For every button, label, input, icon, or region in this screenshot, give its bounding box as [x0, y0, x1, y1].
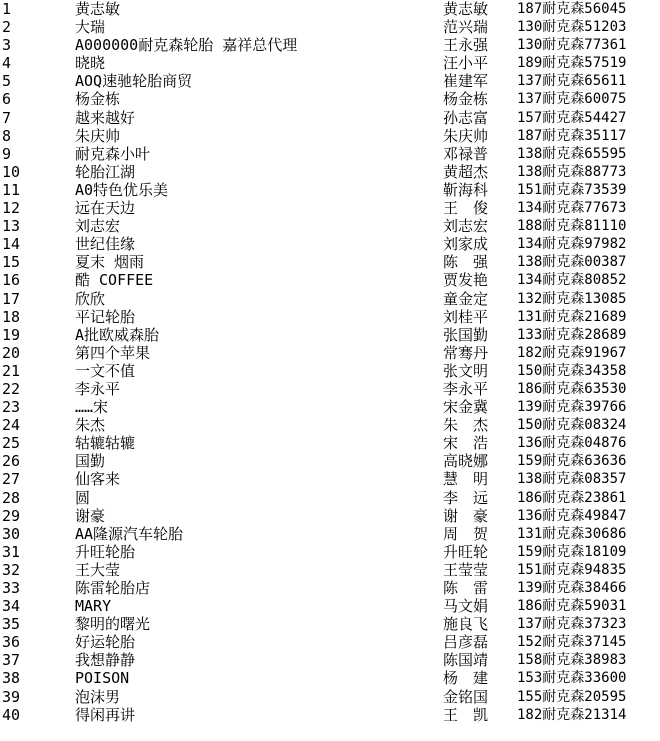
- row-number: 27: [2, 470, 21, 489]
- row-phone: 182耐克森21314: [517, 706, 627, 723]
- row-real-name: 黄超杰: [443, 162, 489, 181]
- row-real-name: 汪小平: [443, 54, 489, 73]
- row-nickname: ……宋: [75, 398, 109, 417]
- row-real-name: 张文明: [443, 361, 489, 380]
- row-number: 40: [2, 705, 21, 724]
- row-number: 31: [2, 542, 21, 561]
- row-real-name: 陈 强: [443, 253, 489, 272]
- row-real-name: 孙志富: [443, 108, 489, 127]
- list-item: [0, 109, 660, 127]
- list-item: [0, 561, 660, 579]
- row-real-name: 慧 明: [443, 470, 489, 489]
- row-number: 5: [2, 72, 12, 91]
- list-item: [0, 36, 660, 54]
- row-nickname: 得闲再讲: [75, 705, 136, 724]
- list-item: [0, 489, 660, 507]
- row-nickname: 越来越好: [75, 108, 136, 127]
- row-number: 10: [2, 162, 21, 181]
- row-phone: 187耐克森56045: [517, 1, 627, 17]
- row-nickname: 朱庆帅: [75, 126, 121, 145]
- row-number: 33: [2, 579, 21, 597]
- row-nickname: 刘志宏: [75, 217, 121, 236]
- row-nickname: A0特色优乐美: [75, 180, 169, 199]
- list-item: [0, 416, 660, 434]
- list-item: [0, 669, 660, 687]
- row-real-name: 崔建军: [443, 72, 489, 91]
- list-item: [0, 651, 660, 669]
- row-phone: 138耐克森00387: [517, 254, 627, 271]
- list-item: [0, 54, 660, 72]
- row-phone: 153耐克森33600: [517, 670, 627, 687]
- row-real-name: 陈国靖: [443, 651, 489, 670]
- row-number: 35: [2, 615, 21, 634]
- row-phone: 186耐克森59031: [517, 598, 627, 615]
- row-nickname: 第四个苹果: [75, 343, 151, 362]
- list-item: [0, 127, 660, 145]
- row-nickname: 轮胎江湖: [75, 162, 136, 181]
- row-nickname: 黎明的曙光: [75, 615, 151, 634]
- row-phone: 137耐克森60075: [517, 91, 627, 108]
- row-phone: 131耐克森21689: [517, 308, 627, 325]
- list-item: [0, 452, 660, 470]
- list-item: [0, 688, 660, 706]
- row-nickname: 国勤: [75, 452, 106, 471]
- row-nickname: 大瑞: [75, 18, 106, 37]
- row-number: 23: [2, 398, 21, 417]
- list-item: [0, 579, 660, 597]
- row-phone: 150耐克森34358: [517, 362, 627, 379]
- row-number: 8: [2, 126, 12, 145]
- row-nickname: 耐克森小叶: [75, 144, 151, 163]
- row-real-name: 张国勤: [443, 325, 489, 344]
- row-phone: 136耐克森04876: [517, 435, 627, 452]
- row-number: 30: [2, 524, 21, 543]
- row-nickname: 圆: [75, 488, 91, 507]
- row-real-name: 谢 豪: [443, 506, 489, 525]
- list-item: [0, 72, 660, 90]
- list-item: [0, 163, 660, 181]
- list-item: [0, 18, 660, 36]
- row-nickname: 平记轮胎: [75, 307, 136, 326]
- row-nickname: A000000耐克森轮胎 嘉祥总代理: [75, 36, 298, 55]
- row-number: 17: [2, 289, 21, 308]
- row-real-name: 施良飞: [443, 615, 489, 634]
- row-nickname: 仙客来: [75, 470, 121, 489]
- row-phone: 187耐克森35117: [517, 127, 627, 144]
- list-item: [0, 362, 660, 380]
- row-real-name: 杨金栋: [443, 90, 489, 109]
- row-nickname: AA隆源汽车轮胎: [75, 524, 184, 543]
- row-number: 6: [2, 90, 12, 109]
- list-item: [0, 507, 660, 525]
- row-real-name: 黄志敏: [443, 0, 489, 18]
- row-number: 39: [2, 687, 21, 706]
- list-item: [0, 706, 660, 724]
- row-phone: 139耐克森39766: [517, 399, 627, 416]
- row-phone: 138耐克森08357: [517, 471, 627, 488]
- row-nickname: 王大莹: [75, 560, 121, 579]
- row-real-name: 王莹莹: [443, 560, 489, 579]
- row-phone: 186耐克森23861: [517, 489, 627, 506]
- row-real-name: 靳海科: [443, 180, 489, 199]
- row-real-name: 童金定: [443, 289, 489, 308]
- list-item: [0, 380, 660, 398]
- row-real-name: 刘家成: [443, 235, 489, 254]
- row-number: 19: [2, 325, 21, 344]
- row-real-name: 升旺轮: [443, 542, 489, 561]
- row-number: 2: [2, 18, 12, 37]
- row-real-name: 马文娟: [443, 597, 489, 616]
- list-item: [0, 525, 660, 543]
- row-real-name: 高晓娜: [443, 452, 489, 471]
- row-number: 14: [2, 235, 21, 254]
- row-phone: 152耐克森37145: [517, 634, 627, 651]
- row-phone: 130耐克森77361: [517, 37, 627, 54]
- row-real-name: 刘志宏: [443, 217, 489, 236]
- row-number: 12: [2, 199, 21, 218]
- row-phone: 186耐克森63530: [517, 380, 627, 397]
- row-nickname: 泡沫男: [75, 687, 121, 706]
- row-number: 37: [2, 651, 21, 670]
- row-phone: 150耐克森08324: [517, 417, 627, 434]
- list-item: [0, 470, 660, 488]
- row-number: 34: [2, 597, 21, 616]
- row-phone: 158耐克森38983: [517, 652, 627, 669]
- row-nickname: 一文不值: [75, 361, 136, 380]
- row-number: 29: [2, 506, 21, 525]
- list-item: [0, 0, 660, 18]
- row-phone: 188耐克森81110: [517, 218, 627, 235]
- row-phone: 136耐克森49847: [517, 507, 627, 524]
- row-phone: 130耐克森51203: [517, 19, 627, 36]
- row-phone: 132耐克森13085: [517, 290, 627, 307]
- row-number: 18: [2, 307, 21, 326]
- row-nickname: 好运轮胎: [75, 633, 136, 652]
- row-number: 13: [2, 217, 21, 236]
- list-item: [0, 344, 660, 362]
- row-real-name: 李 远: [443, 488, 489, 507]
- row-phone: 151耐克森73539: [517, 181, 627, 198]
- row-number: 20: [2, 343, 21, 362]
- row-real-name: 常骞丹: [443, 343, 489, 362]
- row-phone: 139耐克森38466: [517, 580, 627, 596]
- row-nickname: 升旺轮胎: [75, 542, 136, 561]
- row-number: 36: [2, 633, 21, 652]
- row-real-name: 范兴瑞: [443, 18, 489, 37]
- row-number: 1: [2, 0, 12, 18]
- row-real-name: 朱庆帅: [443, 126, 489, 145]
- row-nickname: 欣欣: [75, 289, 106, 308]
- list-item: [0, 597, 660, 615]
- row-nickname: MARY: [75, 597, 112, 616]
- row-nickname: 谢豪: [75, 506, 106, 525]
- row-phone: 134耐克森97982: [517, 236, 627, 253]
- list-item: [0, 199, 660, 217]
- row-phone: 155耐克森20595: [517, 688, 627, 705]
- list-item: [0, 398, 660, 416]
- list-item: [0, 434, 660, 452]
- list-item: [0, 615, 660, 633]
- row-real-name: 李永平: [443, 379, 489, 398]
- row-real-name: 王永强: [443, 36, 489, 55]
- list-item: [0, 543, 660, 561]
- row-nickname: A批欧威森胎: [75, 325, 160, 344]
- row-real-name: 金铭国: [443, 687, 489, 706]
- row-real-name: 朱 杰: [443, 416, 489, 435]
- row-real-name: 王 俊: [443, 199, 489, 218]
- row-nickname: 杨金栋: [75, 90, 121, 109]
- row-number: 7: [2, 108, 12, 127]
- row-real-name: 邓禄普: [443, 144, 489, 163]
- row-real-name: 陈 雷: [443, 579, 489, 597]
- list-item: [0, 181, 660, 199]
- row-number: 3: [2, 36, 12, 55]
- row-nickname: 我想静静: [75, 651, 136, 670]
- row-phone: 159耐克森18109: [517, 543, 627, 560]
- list-item: [0, 271, 660, 289]
- row-phone: 133耐克森28689: [517, 326, 627, 343]
- list-item: [0, 290, 660, 308]
- row-number: 32: [2, 560, 21, 579]
- row-phone: 182耐克森91967: [517, 344, 627, 361]
- row-phone: 137耐克森37323: [517, 616, 627, 633]
- list-item: [0, 235, 660, 253]
- list-item: [0, 217, 660, 235]
- list-item: [0, 308, 660, 326]
- row-phone: 157耐克森54427: [517, 109, 627, 126]
- row-number: 26: [2, 452, 21, 471]
- row-nickname: 远在天边: [75, 199, 136, 218]
- row-number: 11: [2, 180, 21, 199]
- row-nickname: AOQ速驰轮胎商贸: [75, 72, 193, 91]
- row-nickname: POISON: [75, 669, 130, 688]
- row-real-name: 吕彦磊: [443, 633, 489, 652]
- row-nickname: 夏末 烟雨: [75, 253, 145, 272]
- row-nickname: 李永平: [75, 379, 121, 398]
- row-number: 24: [2, 416, 21, 435]
- row-phone: 134耐克森80852: [517, 272, 627, 289]
- row-nickname: 世纪佳缘: [75, 235, 136, 254]
- row-phone: 137耐克森65611: [517, 73, 627, 90]
- row-number: 21: [2, 361, 21, 380]
- row-phone: 151耐克森94835: [517, 561, 627, 578]
- row-nickname: 轱辘轱辘: [75, 434, 136, 453]
- row-nickname: 晓晓: [75, 54, 106, 73]
- list-item: [0, 145, 660, 163]
- row-phone: 131耐克森30686: [517, 525, 627, 542]
- list-item: [0, 253, 660, 271]
- row-real-name: 杨 建: [443, 669, 489, 688]
- list-item: [0, 90, 660, 108]
- row-number: 25: [2, 434, 21, 453]
- row-real-name: 周 贺: [443, 524, 489, 543]
- row-phone: 134耐克森77673: [517, 200, 627, 217]
- row-real-name: 宋金冀: [443, 398, 489, 417]
- list-item: [0, 326, 660, 344]
- row-phone: 189耐克森57519: [517, 55, 627, 72]
- row-phone: 138耐克森65595: [517, 145, 627, 162]
- row-nickname: 酷 COFFEE: [75, 271, 154, 290]
- row-number: 15: [2, 253, 21, 272]
- row-number: 28: [2, 488, 21, 507]
- row-phone: 159耐克森63636: [517, 453, 627, 470]
- row-phone: 138耐克森88773: [517, 163, 627, 180]
- row-real-name: 宋 浩: [443, 434, 489, 453]
- row-real-name: 贾发艳: [443, 271, 489, 290]
- row-number: 38: [2, 669, 21, 688]
- row-number: 4: [2, 54, 12, 73]
- row-nickname: 黄志敏: [75, 0, 121, 18]
- row-number: 16: [2, 271, 21, 290]
- row-number: 9: [2, 144, 12, 163]
- list-item: [0, 633, 660, 651]
- row-number: 22: [2, 379, 21, 398]
- row-real-name: 王 凯: [443, 705, 489, 724]
- row-nickname: 朱杰: [75, 416, 106, 435]
- row-real-name: 刘桂平: [443, 307, 489, 326]
- row-nickname: 陈雷轮胎店: [75, 579, 151, 597]
